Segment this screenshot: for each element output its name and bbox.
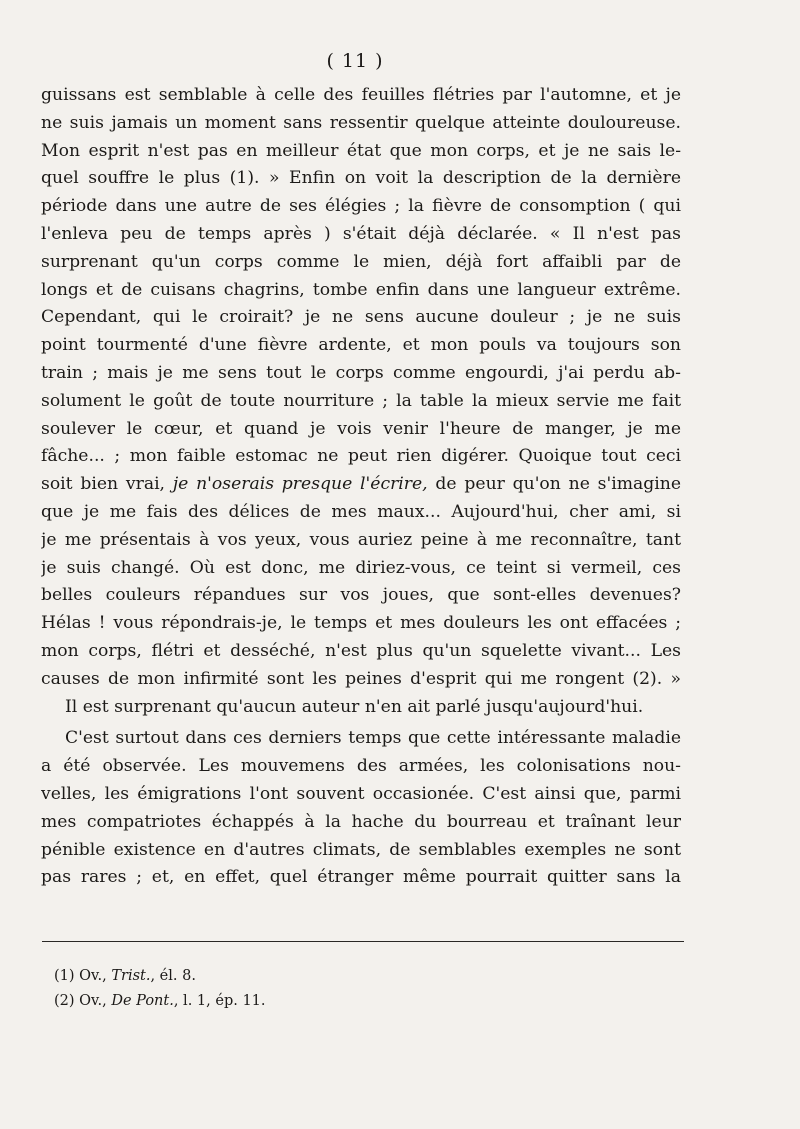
text-line: mes compatriotes échappés à la hache du bourreau et traînant leur	[41, 811, 681, 832]
text-line: je suis changé. Où est donc, me diriez-vous, ce teint si vermeil, ces	[41, 557, 681, 578]
footnote-work: De Pont.	[111, 993, 174, 1009]
text-line-with-italic	[41, 471, 681, 499]
text-line: période dans une autre de ses élégies ; la fièvre de consomption ( qui	[41, 196, 681, 217]
footnotes	[54, 964, 266, 1014]
text-line: guissans est semblable à celle des feuilles flétries par l'automne, et je	[41, 85, 681, 105]
text-line: je me présentais à vos yeux, vous auriez peine à me reconnaître, tant	[41, 529, 681, 550]
text-line: Hélas ! vous répondrais-je, le temps et mes douleurs les ont effacées ;	[41, 613, 681, 634]
text-line: pénible existence en d'autres climats, de semblables exemples ne sont	[41, 839, 681, 860]
text-line: l'enleva peu de temps après ) s'était déjà déclarée. « Il n'est pas	[41, 223, 681, 244]
footnote-author: Ov.,	[79, 968, 112, 984]
footnote-reference: , l. 1, ép. 11.	[173, 993, 266, 1009]
text-line: fâche... ; mon faible estomac ne peut rien digérer. Quoique tout ceci	[41, 446, 681, 467]
text-line: quel souffre le plus (1). » Enfin on voit la description de la dernière	[41, 168, 681, 189]
text-line: train ; mais je me sens tout le corps comme engourdi, j'ai perdu ab-	[41, 362, 681, 383]
text-line: mon corps, flétri et desséché, n'est plus qu'un squelette vivant... Les	[41, 640, 681, 661]
text-line: C'est surtout dans ces derniers temps que cette intéressante maladie	[65, 728, 681, 749]
footnote-marker: (2)	[54, 993, 80, 1009]
text-line: soulever le cœur, et quand je vois venir l'heure de manger, je me	[41, 418, 681, 439]
text-line: longs et de cuisans chagrins, tombe enfin dans une langueur extrême.	[41, 279, 681, 300]
footnote-author: Ov.,	[79, 993, 112, 1009]
footnote-1	[54, 964, 266, 989]
text-line: Il est surprenant qu'aucun auteur n'en ait parlé jusqu'aujourd'hui.	[65, 696, 644, 717]
text-line: velles, les émigrations l'ont souvent occasionée. C'est ainsi que, parmi	[41, 783, 681, 804]
page-number: ( 11 )	[326, 50, 384, 72]
line-text-after: de peur qu'on ne s'imagine	[427, 474, 681, 495]
text-line: point tourmenté d'une fièvre ardente, et mon pouls va toujours son	[41, 335, 681, 356]
text-line: surprenant qu'un corps comme le mien, déjà fort affaibli par de	[41, 251, 681, 272]
footnote-2	[54, 989, 266, 1014]
footnote-marker: (1)	[54, 968, 80, 984]
body-text	[41, 82, 681, 892]
footnote-reference: , él. 8.	[150, 968, 196, 984]
text-line: pas rares ; et, en effet, quel étranger même pourrait quitter sans la	[41, 867, 681, 888]
paragraph-1	[41, 82, 681, 721]
text-line: que je me fais des délices de mes maux... Aujourd'hui, cher ami, si	[41, 501, 681, 522]
footnote-divider	[42, 941, 684, 942]
text-line: ne suis jamais un moment sans ressentir quelque atteinte douloureuse.	[41, 112, 681, 133]
text-line: a été observée. Les mouvemens des armées, les colonisations nou-	[41, 756, 681, 777]
text-line: Cependant, qui le croirait? je ne sens aucune douleur ; je ne suis	[41, 307, 681, 328]
paragraph-2	[41, 725, 681, 892]
text-line: Mon esprit n'est pas en meilleur état que mon corps, et je ne sais le-	[41, 140, 681, 161]
text-line: belles couleurs répandues sur vos joues, que sont-elles devenues?	[41, 585, 681, 606]
text-line: causes de mon infirmité sont les peines d'esprit qui me rongent (2). »	[41, 668, 681, 689]
text-line: solument le goût de toute nourriture ; la table la mieux servie me fait	[41, 390, 681, 411]
footnote-work: Trist.	[111, 968, 151, 984]
italic-quote: je n'oserais presque l'écrire,	[172, 474, 428, 495]
line-text-before: soit bien vrai,	[41, 474, 173, 495]
